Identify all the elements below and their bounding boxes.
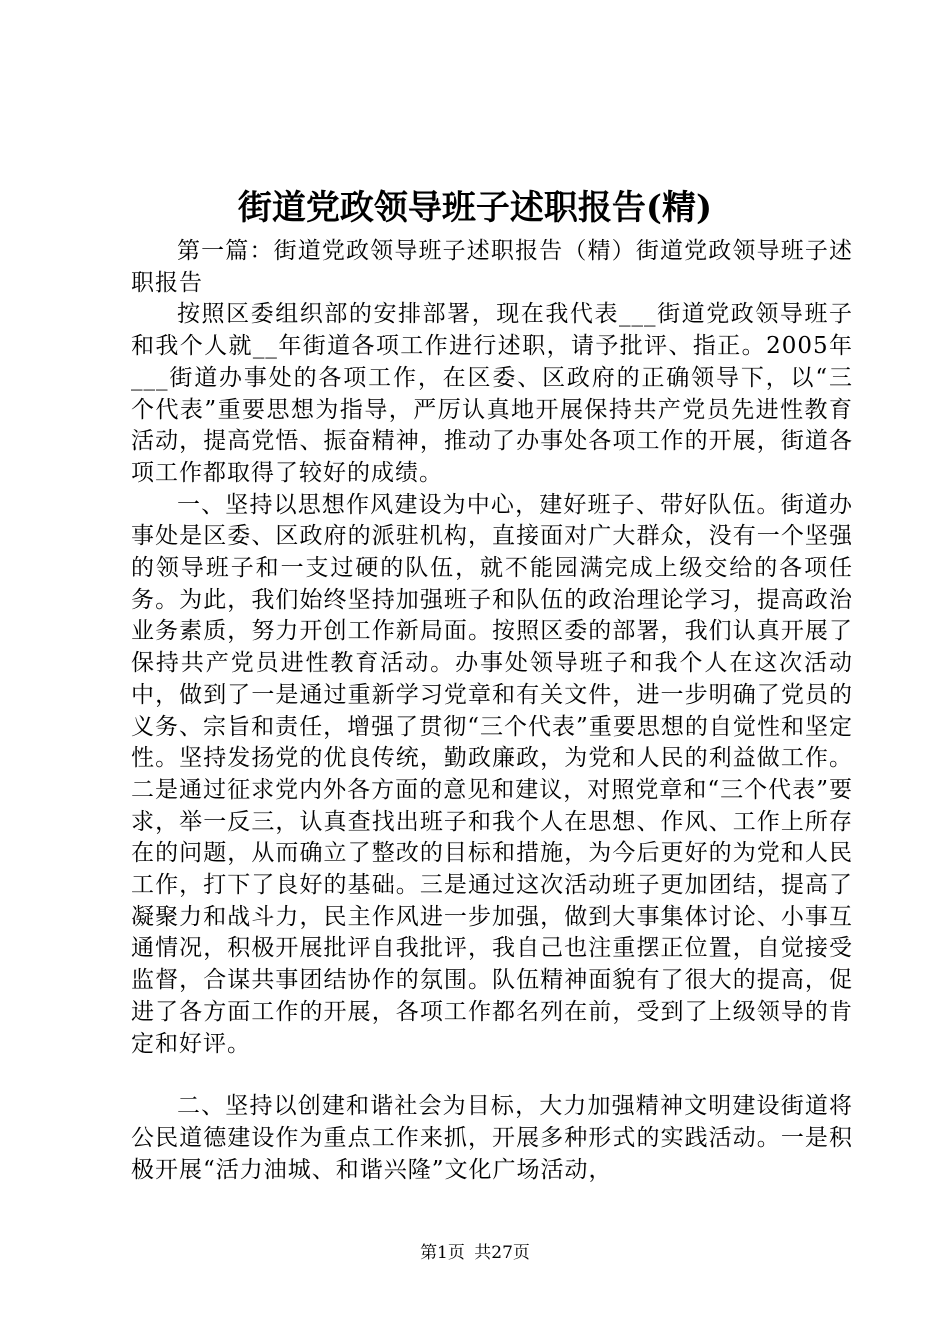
paragraph-section-two: 二、坚持以创建和谐社会为目标，大力加强精神文明建设街道将公民道德建设作为重点工作来抓，开展多种形式的实践活动。一是积极开展“活力油城、和谐兴隆”文化广场活动，	[131, 1093, 853, 1183]
document-body	[131, 236, 853, 1186]
page-total: 共27页	[474, 1243, 530, 1263]
paragraph-heading: 第一篇：街道党政领导班子述职报告（精）街道党政领导班子述职报告	[131, 238, 853, 296]
page-number: 第1页	[420, 1243, 465, 1263]
document-title: 街道党政领导班子述职报告(精)	[237, 188, 713, 228]
paragraph-section-one: 一、坚持以思想作风建设为中心，建好班子、带好队伍。街道办事处是区委、区政府的派驻机构，直接面对广大群众，没有一个坚强的领导班子和一支过硬的队伍，就不能园满完成上级交给的各项任务。为此，我们始终坚持加强班子和队伍的政治理论学习，提高政治业务素质，努力开创工作新局面。按照区委的部署，我们认真开展了保持共产党员进性教育活动。办事处领导班子和我个人在这次活动中，做到了一是通过重新学习党章和有关文件，进一步明确了党员的义务、宗旨和责任，增强了贯彻“三个代表”重要思想的自觉性和坚定性。坚持发扬党的优良传统，勤政廉政，为党和人民的利益做工作。二是通过征求党内外各方面的意见和建议，对照党章和“三个代表”要求，举一反三，认真查找出班子和我个人在思想、作风、工作上所存在的问题，从而确立了整改的目标和措施，为今后更好的为党和人民工作，打下了良好的基础。三是通过这次活动班子更加团结，提高了凝聚力和战斗力，民主作风进一步加强，做到大事集体讨论、小事互通情况，积极开展批评自我批评，我自己也注重摆正位置，自觉接受监督，合谋共事团结协作的氛围。队伍精神面貌有了很大的提高，促进了各方面工作的开展，各项工作都名列在前，受到了上级领导的肯定和好评。	[131, 491, 853, 1057]
page-footer	[0, 1241, 950, 1265]
paragraph-intro: 按照区委组织部的安排部署，现在我代表___街道党政领导班子和我个人就__年街道各项工作进行述职，请予批评、指正。2005年___街道办事处的各项工作，在区委、区政府的正确领导下，以“三个代表”重要思想为指导，严厉认真地开展保持共产党员先进性教育活动，提高党悟、振奋精神，推动了办事处各项工作的开展，街道各项工作都取得了较好的成绩。	[131, 301, 853, 486]
